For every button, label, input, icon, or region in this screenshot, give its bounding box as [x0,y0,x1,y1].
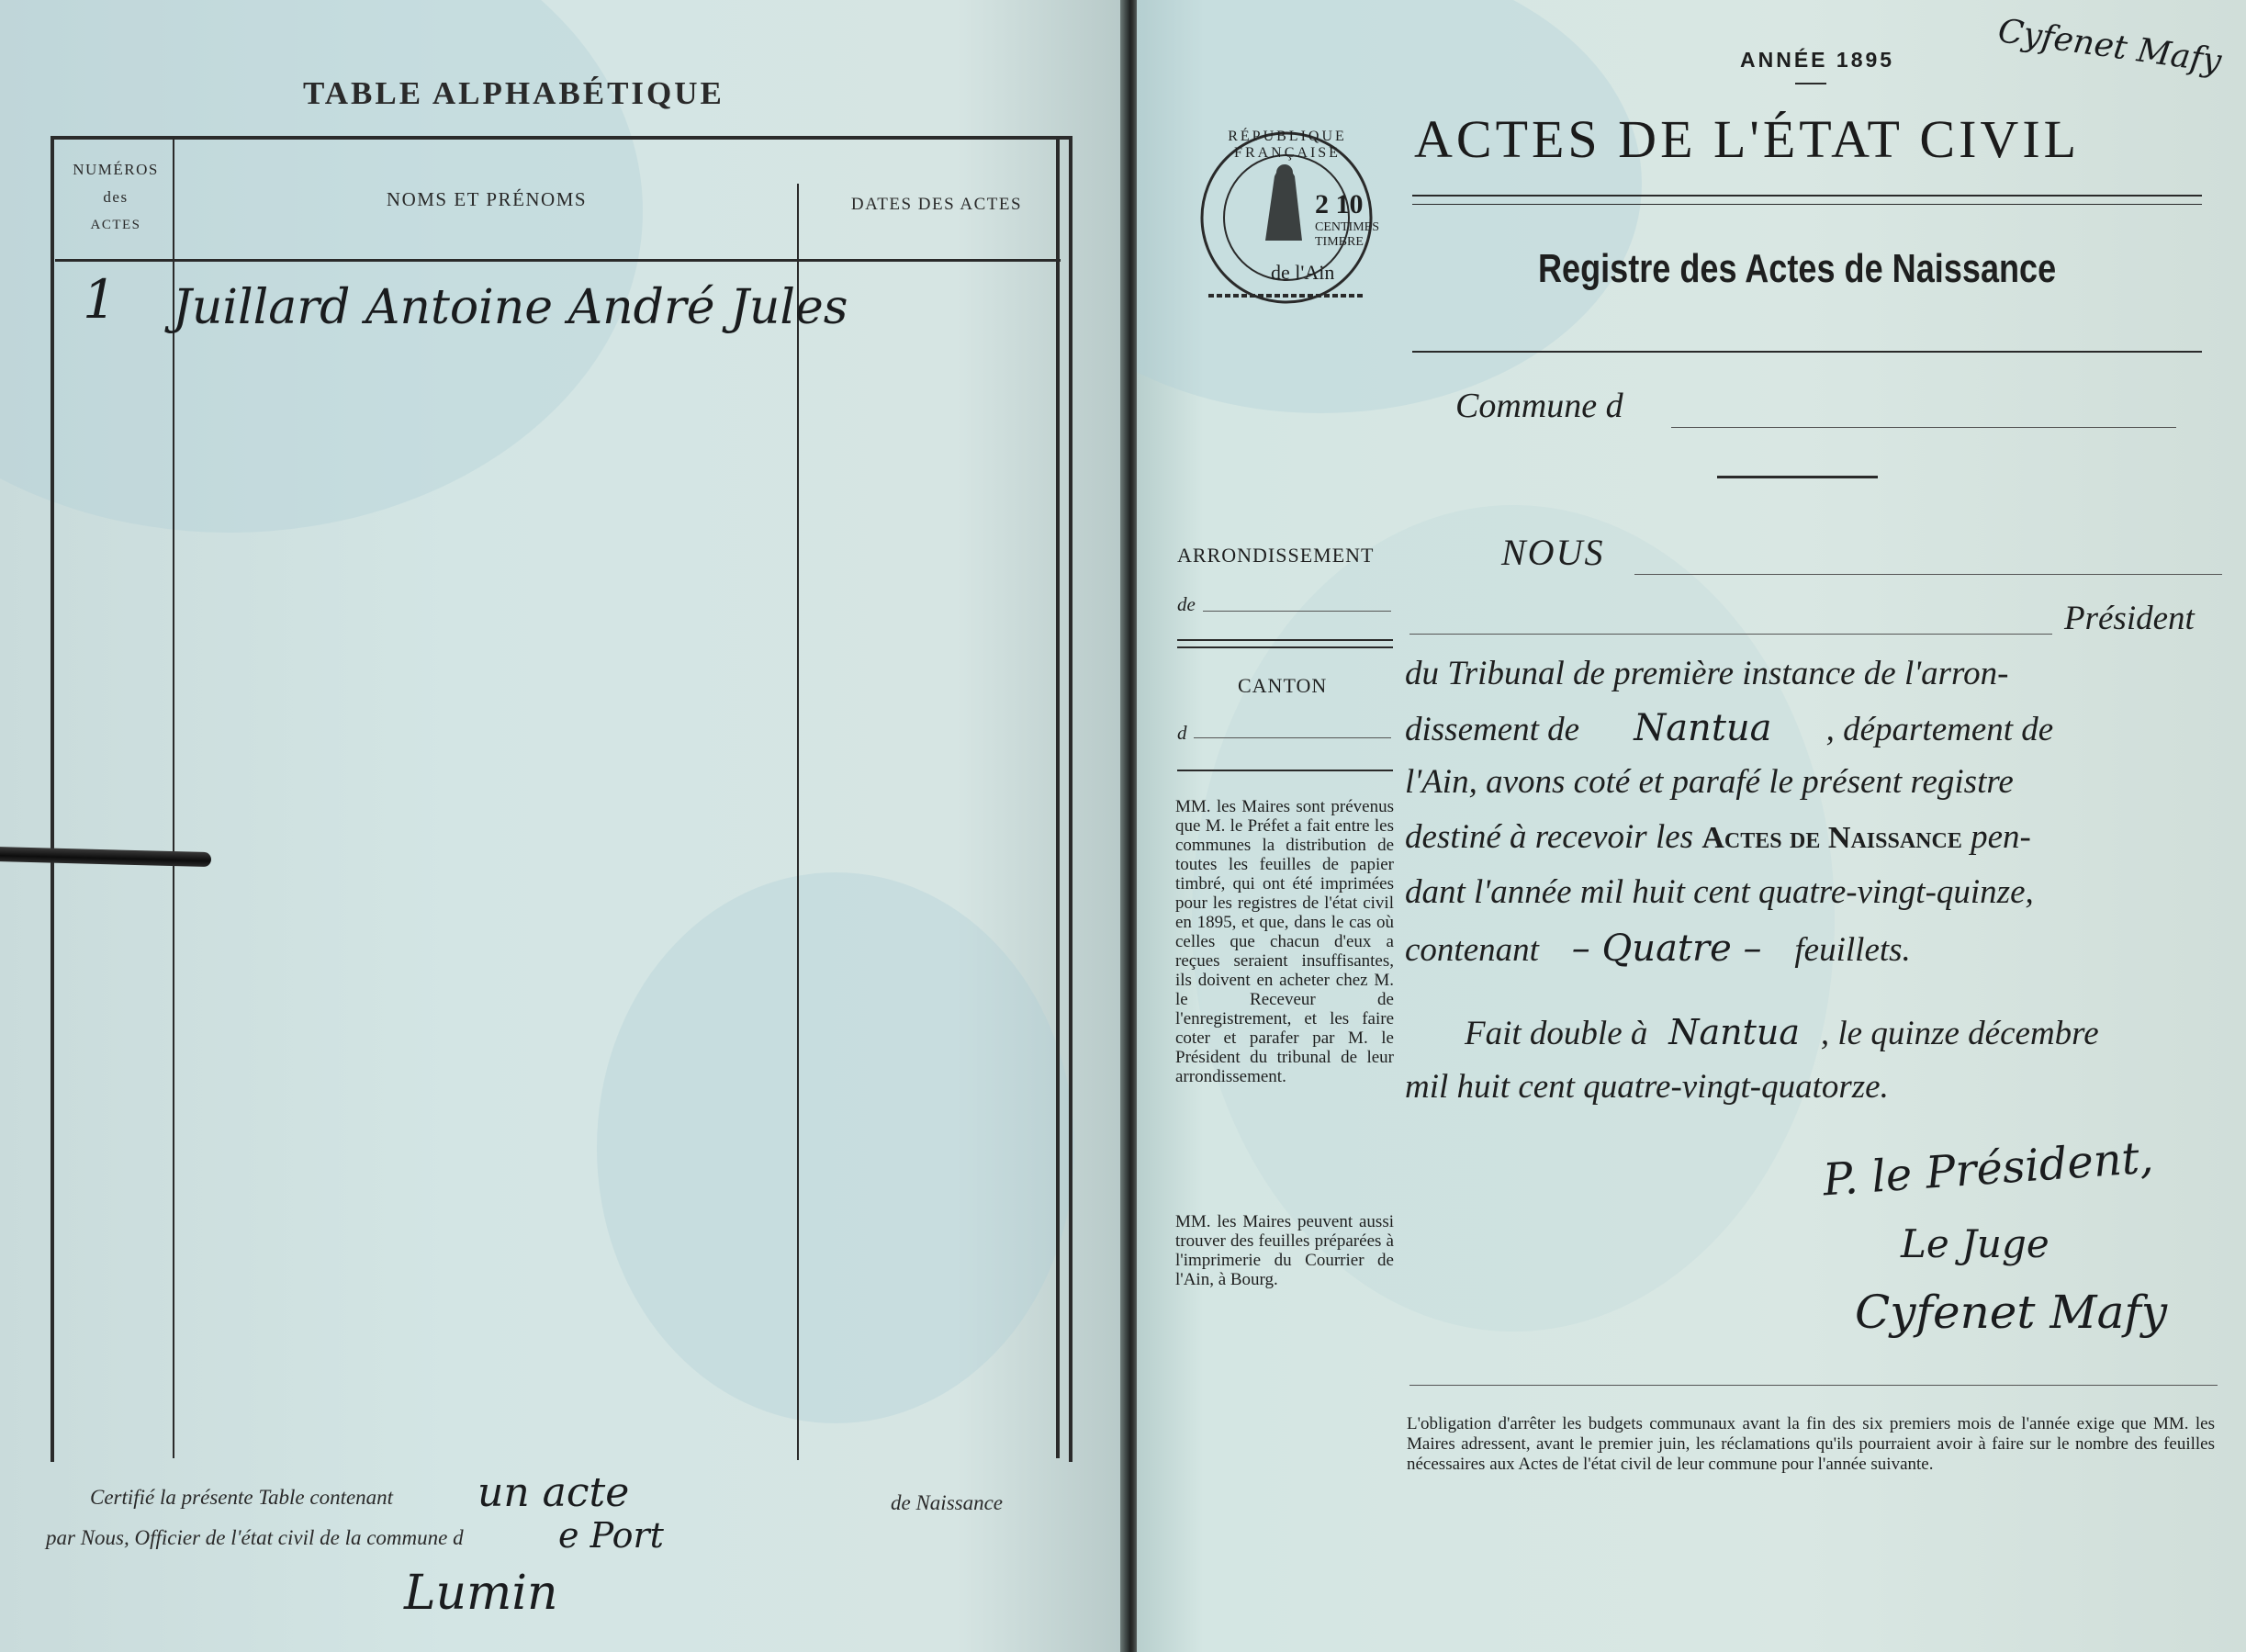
handwritten-place: Nantua [1668,1012,1801,1052]
dates-column-header: DATES DES ACTES [850,195,1023,214]
body-text: pen- [1971,818,2031,856]
budget-notice: L'obligation d'arrêter les budgets communaux avant la fin des six premiers mois de l'année exige que MM. les Maires adressent, avant le premier juin, les réclamations qu'ils pourraient avoir à faire sur le nombre des feuilles nécessaires aux Actes de l'état civil de leur commune pour l'année suivante. [1407,1414,2215,1474]
certification-line-1 [90,1486,393,1510]
body-line-8: mil huit cent quatre-vingt-quatorze. [1405,1068,1889,1106]
arrondissement-label: ARRONDISSEMENT [1177,544,1375,567]
main-title: ACTES DE L'ÉTAT CIVIL [1414,109,2081,169]
numbers-header-line: des [103,188,129,206]
officer-signature: Lumin [404,1566,558,1621]
title-rule [1412,204,2202,205]
column-divider [173,140,174,1458]
certification-suffix: de Naissance [891,1491,1004,1514]
certification-commune: e Port [558,1515,664,1556]
entry-number: 1 [83,268,117,331]
column-divider [797,184,799,1460]
arrondissement-de: de [1177,593,1196,615]
names-column-header: NOMS ET PRÉNOMS [386,188,588,210]
numbers-header-line: NUMÉROS [73,161,159,178]
body-line-3: l'Ain, avons coté et parafé le présent registre [1405,763,2014,801]
header-divider [55,259,1061,262]
handwritten-arrondissement: Nantua [1634,707,1772,749]
body-line-6 [1405,927,1911,970]
canton-label: CANTON [1238,674,1328,697]
stamp-ring-text: RÉPUBLIQUE FRANÇAISE [1228,129,1347,161]
body-text: , département de [1825,711,2054,748]
body-text: feuillets. [1794,931,1911,969]
body-line-4 [1405,817,2031,857]
certification-count: un acte [477,1469,630,1516]
president-signature: P. le Président, [1821,1131,2155,1207]
body-emphasis: Actes de Naissance [1701,821,1962,855]
canton-d: d [1177,722,1187,744]
numbers-header-line: ACTES [90,218,141,232]
frame-edge [1056,140,1060,1458]
body-text: contenant [1405,931,1539,969]
body-text: destiné à recevoir les [1405,818,1694,856]
table-title: TABLE ALPHABÉTIQUE [303,75,724,111]
subtitle-rule [1412,351,2202,353]
body-line-2 [1405,707,2053,749]
register-subtitle: Registre des Actes de Naissance [1538,246,2057,291]
year-label: ANNÉE 1895 [1740,48,1895,72]
body-text: Fait double à [1465,1015,1648,1052]
president-blank [1409,634,2052,635]
certification-text: Certifié la présente Table contenant [90,1486,394,1509]
name-signature: Cyfenet Mafy [1855,1286,2168,1339]
footer-rule [1409,1385,2218,1386]
top-signature: Cyfenet Mafy [1995,12,2224,81]
stamp-value: 2 10 [1315,189,1364,219]
commune-label: Commune d [1455,387,1623,425]
numbers-column-header [57,156,174,239]
body-text: , le quinze décembre [1820,1015,2099,1052]
handwritten-count: – Quatre – [1571,927,1762,970]
section-rule [1177,639,1393,641]
stamp-cents: CENTIMES [1315,220,1379,234]
certification-line-2: par Nous, Officier de l'état civil de la commune d [46,1526,464,1549]
entry-name: Juillard Antoine André Jules [173,280,848,335]
title-rule [1412,195,2202,197]
stamp-department: de l'Ain [1271,261,1335,284]
arrondissement-blank [1203,611,1391,612]
body-text: dissement de [1405,711,1580,748]
president-label: Président [2064,600,2195,637]
section-rule [1177,770,1393,771]
body-line-5: dant l'année mil huit cent quatre-vingt-quinze, [1405,873,2034,911]
stamp-tax: TIMBRE [1315,235,1364,249]
section-rule [1177,646,1393,648]
judge-signature: Le Juge [1901,1221,2049,1266]
ornament-rule [1795,83,1826,84]
body-line-7 [1465,1012,2099,1053]
mayors-notice: MM. les Maires sont prévenus que M. le Préfet a fait entre les communes la distribution de toutes les feuilles de papier timbré, qui ont été imprimées pour les registres de l'état civil en 1895, et que, dans le cas où celles que chacun d'eux a reçues seraient insuffisantes, ils doivent en acheter chez M. le Receveur de l'enregistrement, et les faire coter et parafer par M. le Président du tribunal de leur arrondissement. [1175,797,1394,1086]
body-line-1: du Tribunal de première instance de l'arron- [1405,655,2009,692]
nous-label: NOUS [1501,532,1605,573]
nous-blank [1634,574,2222,575]
commune-blank [1671,427,2176,428]
mayors-notice-2: MM. les Maires peuvent aussi trouver des feuilles préparées à l'imprimerie du Courrier de l'Ain, à Bourg. [1175,1212,1394,1289]
ornament-rule [1717,476,1878,478]
canton-blank [1194,737,1391,738]
